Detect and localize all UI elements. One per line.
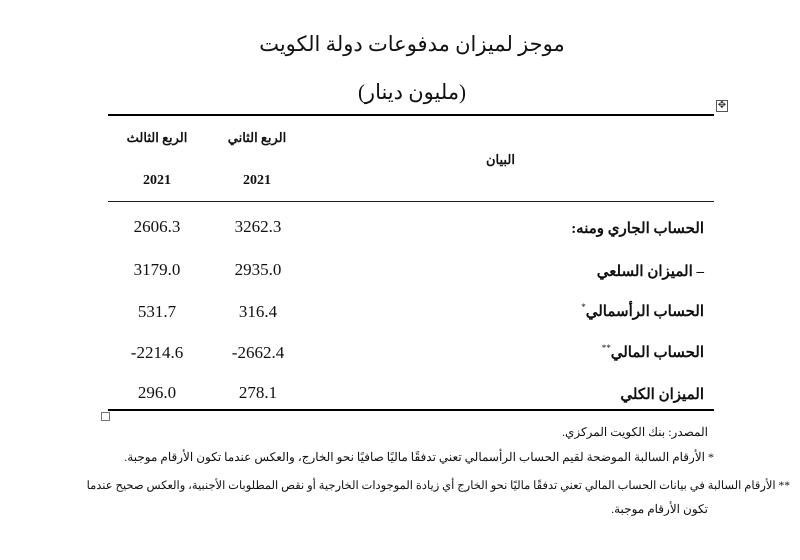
cell-q3: -2214.6 — [130, 343, 184, 362]
header-q2: الربع الثاني — [227, 130, 287, 145]
footnote-2-line-1: ** الأرقام السالبة في بيانات الحساب المالي تعني تدفقًا ماليًا نحو الخارج أي زيادة الموجودات الخارجية أو نقص المطلوبات الأجنبية، والعكس صحيح عندما — [86, 480, 790, 492]
page-subtitle: (مليون دينار) — [357, 80, 467, 104]
cell-q3: 531.7 — [137, 302, 177, 321]
page-title: موجز لميزان مدفوعات دولة الكويت — [259, 32, 565, 56]
cell-q3: 3179.0 — [133, 260, 181, 279]
table-resize-handle[interactable] — [101, 412, 110, 421]
row-label: الحساب الرأسمالي* — [581, 302, 704, 320]
header-q3-year: 2021 — [143, 173, 171, 188]
footnote-mark: ** — [601, 343, 611, 353]
header-bottom-border — [108, 201, 714, 202]
row-label: الميزان الكلي — [620, 387, 704, 403]
cell-q2: 3262.3 — [234, 217, 282, 236]
row-label: الحساب الجاري ومنه: — [571, 221, 704, 237]
row-label: الحساب المالي** — [601, 343, 704, 361]
cell-q3: 2606.3 — [133, 217, 181, 236]
header-q3: الربع الثالث — [126, 130, 188, 145]
table-move-handle-icon[interactable]: ✥ — [717, 100, 727, 111]
table-top-border — [108, 114, 714, 116]
cell-q2: 278.1 — [238, 383, 278, 402]
footnote-mark: * — [581, 302, 586, 312]
table-bottom-border — [108, 409, 714, 411]
footnote-1: * الأرقام السالبة الموضحة لقيم الحساب الرأسمالي تعني تدفقًا ماليًا صافيًا نحو الخارج، والعكس عندما تكون الأرقام موجبة. — [124, 450, 714, 464]
cell-q3: 296.0 — [137, 383, 177, 402]
header-q2-year: 2021 — [243, 173, 271, 188]
footnote-2-line-2: تكون الأرقام موجبة. — [611, 502, 708, 516]
header-label: البيان — [486, 152, 515, 167]
cell-q2: 316.4 — [238, 302, 278, 321]
cell-q2: 2935.0 — [234, 260, 282, 279]
row-label: – الميزان السلعي — [596, 264, 704, 280]
source-note: المصدر: بنك الكويت المركزي. — [561, 425, 708, 439]
cell-q2: -2662.4 — [231, 343, 285, 362]
